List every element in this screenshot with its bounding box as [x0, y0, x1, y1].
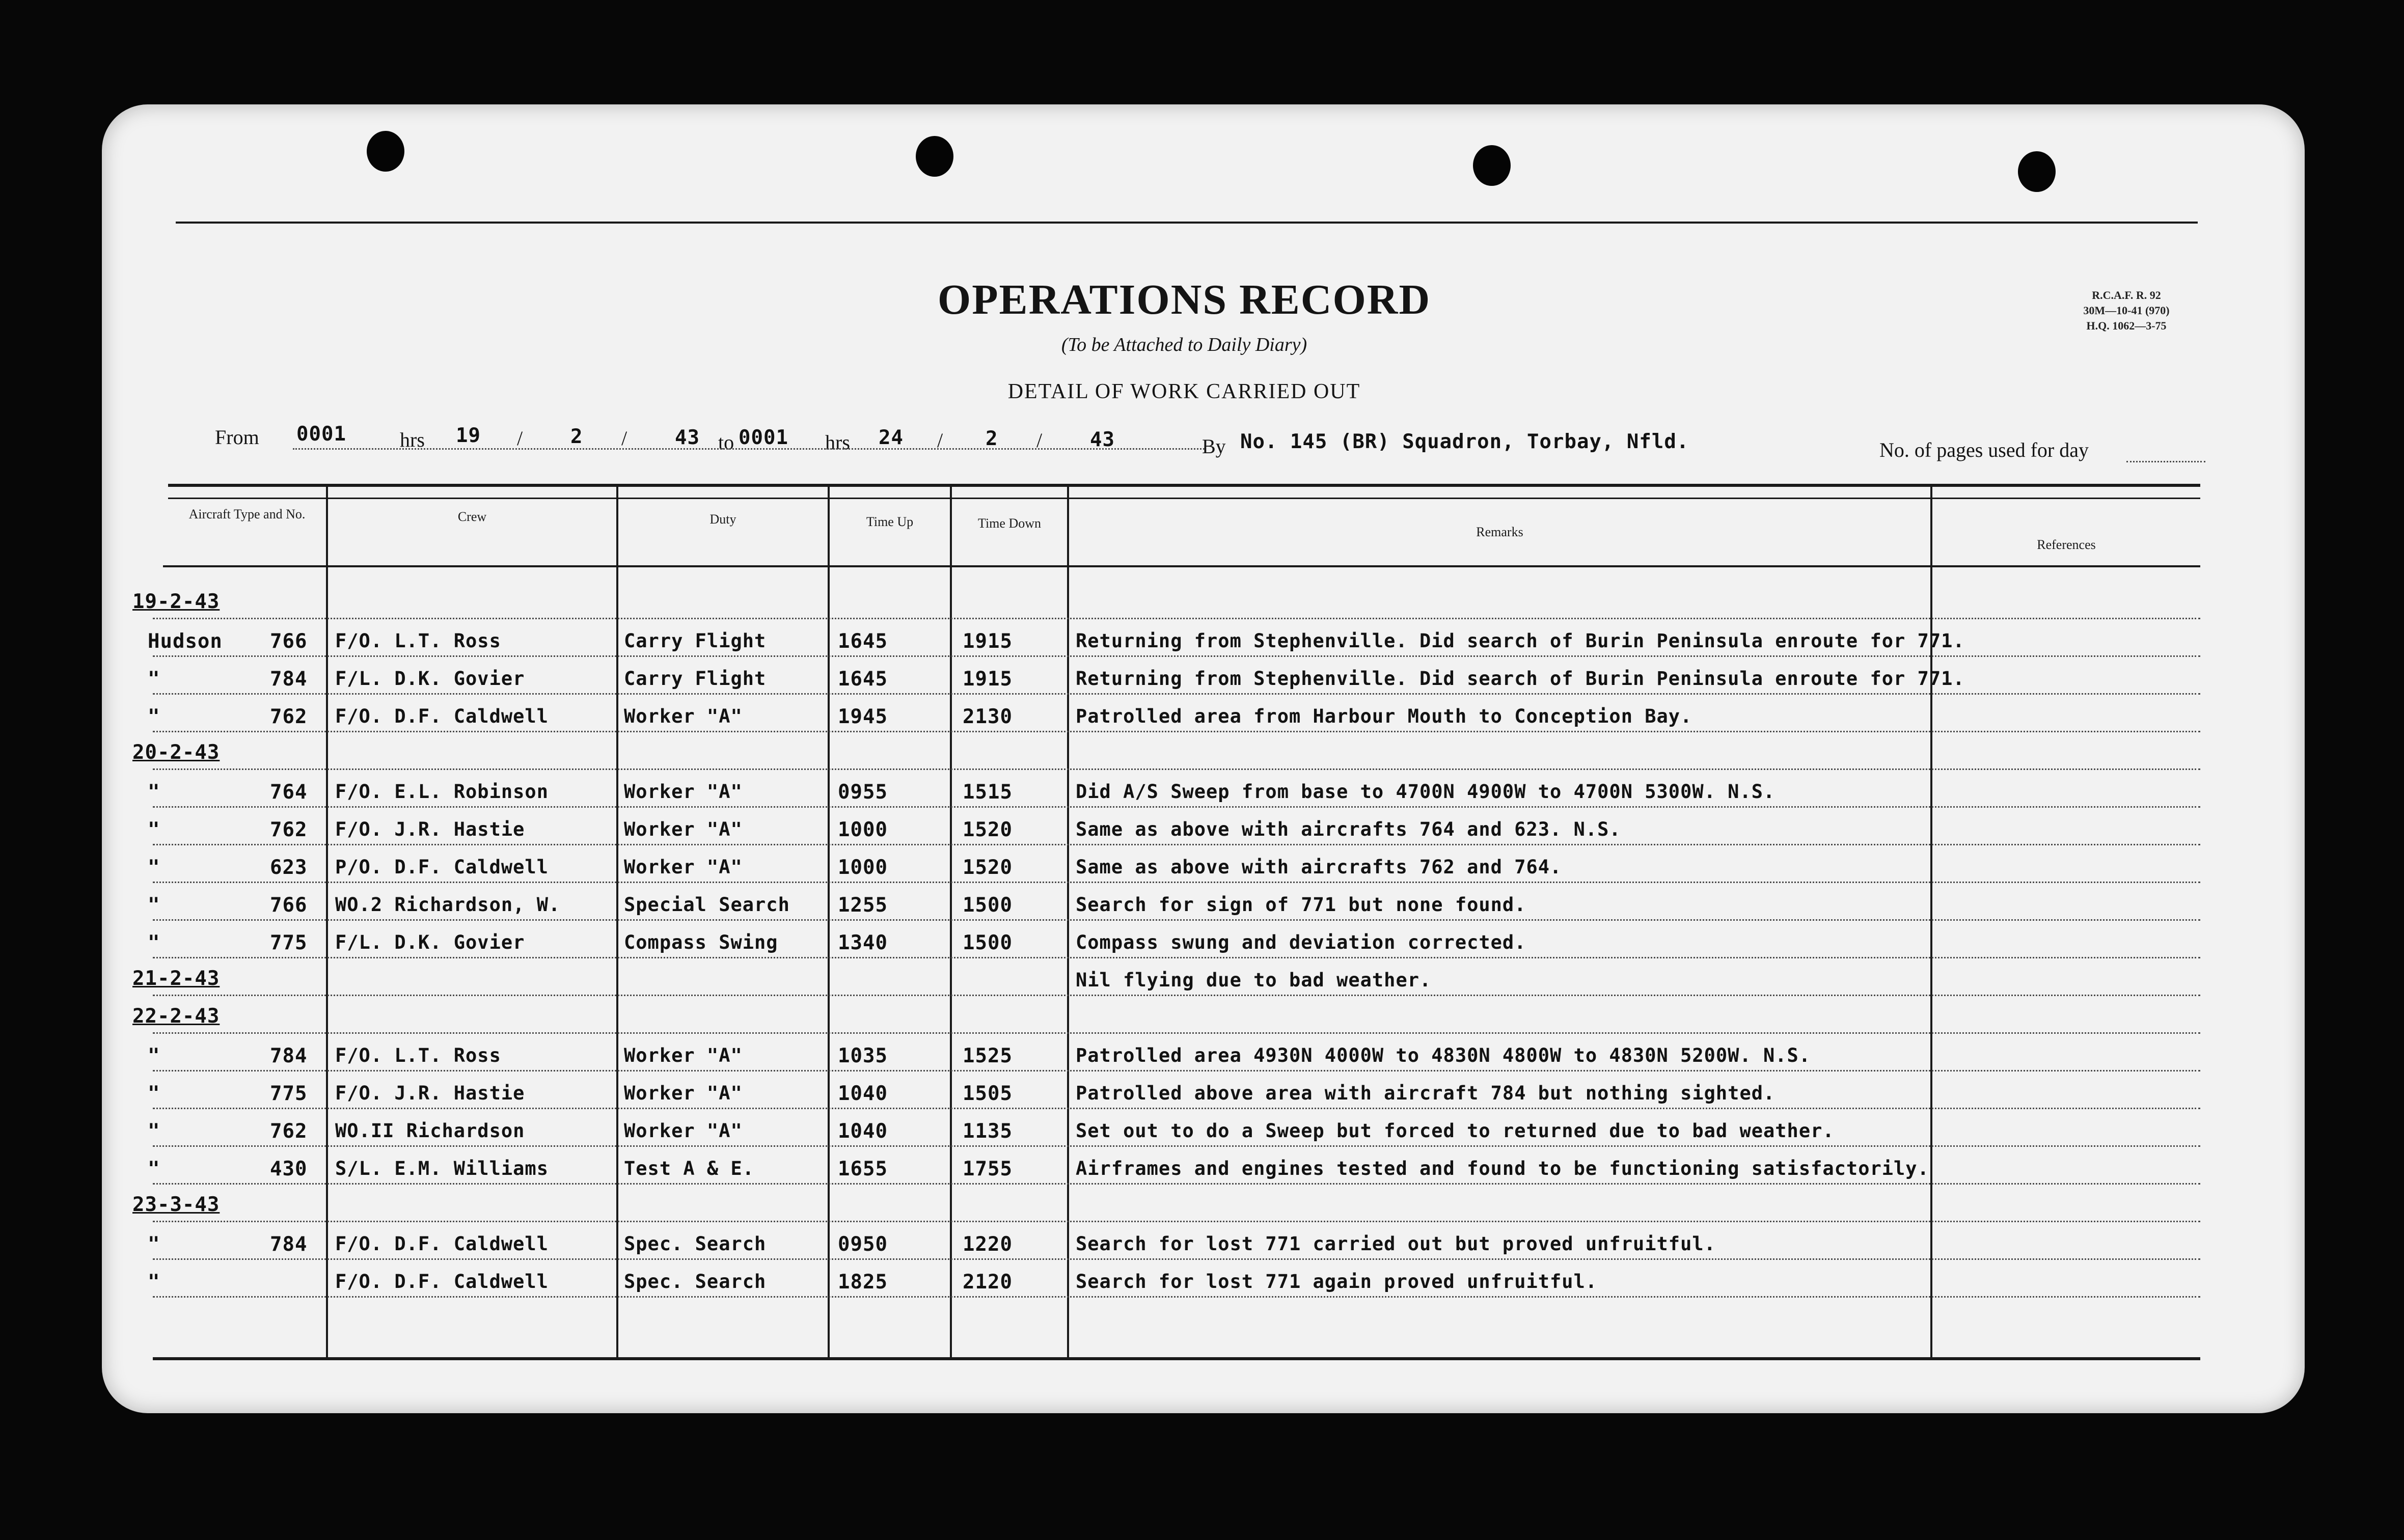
- crew-cell: F/O. J.R. Hastie: [335, 818, 525, 840]
- crew-cell: WO.II Richardson: [335, 1120, 525, 1142]
- to-month: 2: [986, 427, 998, 450]
- time-down-cell: 1520: [963, 856, 1013, 879]
- date-row: [102, 960, 2305, 998]
- date-heading: 22-2-43: [132, 1005, 220, 1028]
- to-year: 43: [1090, 428, 1115, 451]
- time-up-cell: 1340: [838, 931, 888, 954]
- duty-cell: Spec. Search: [624, 1271, 767, 1292]
- row-dotted-line: [153, 768, 2200, 770]
- period-dotted-line: [293, 448, 1205, 450]
- time-up-cell: 1035: [838, 1044, 888, 1067]
- table-top-rule-thin: [168, 498, 2200, 499]
- form-code-line: R.C.A.F. R. 92: [2092, 289, 2161, 301]
- hrs-label: hrs: [825, 431, 850, 454]
- row-dotted-line: [153, 957, 2200, 958]
- pages-dotted-line: [2126, 461, 2205, 462]
- aircraft-number: 766: [270, 894, 308, 917]
- aircraft-number: 430: [270, 1158, 308, 1180]
- aircraft-type: ": [148, 818, 160, 841]
- crew-cell: F/O. L.T. Ross: [335, 630, 501, 652]
- time-down-cell: 1915: [963, 668, 1013, 691]
- form-code: [2068, 288, 2185, 334]
- crew-cell: F/O. E.L. Robinson: [335, 781, 549, 803]
- table-row: [102, 1111, 2305, 1148]
- table-row: [102, 1035, 2305, 1073]
- row-dotted-line: [153, 618, 2200, 619]
- remarks-cell: Set out to do a Sweep but forced to returned due to bad weather.: [1076, 1120, 1835, 1142]
- aircraft-type: Hudson: [148, 630, 223, 653]
- header-aircraft: Aircraft Type and No.: [188, 507, 306, 521]
- remarks-cell: Patrolled above area with aircraft 784 but nothing sighted.: [1076, 1082, 1775, 1104]
- from-month: 2: [570, 425, 583, 448]
- crew-cell: F/O. L.T. Ross: [335, 1044, 501, 1066]
- time-up-cell: 1825: [838, 1271, 888, 1294]
- row-dotted-line: [153, 693, 2200, 695]
- header-time-up: Time Up: [866, 514, 914, 529]
- aircraft-type: ": [148, 894, 160, 917]
- time-down-cell: 1135: [963, 1120, 1013, 1143]
- row-dotted-line: [153, 1221, 2200, 1222]
- time-up-cell: 1255: [838, 894, 888, 917]
- form-detail: DETAIL OF WORK CARRIED OUT: [1007, 380, 1361, 403]
- record-card: [102, 104, 2305, 1413]
- crew-cell: WO.2 Richardson, W.: [335, 894, 561, 916]
- aircraft-number: 762: [270, 818, 308, 841]
- aircraft-number: 784: [270, 1233, 308, 1256]
- remarks-cell: Search for lost 771 again proved unfruitful.: [1076, 1271, 1598, 1292]
- time-down-cell: 1515: [963, 781, 1013, 804]
- time-up-cell: 0955: [838, 781, 888, 804]
- from-time: 0001: [296, 423, 346, 446]
- time-down-cell: 1520: [963, 818, 1013, 841]
- aircraft-type: ": [148, 668, 160, 691]
- duty-cell: Worker "A": [624, 818, 743, 840]
- table-row: [102, 621, 2305, 658]
- slash: /: [621, 427, 627, 450]
- duty-cell: Carry Flight: [624, 668, 767, 690]
- unit-name: No. 145 (BR) Squadron, Torbay, Nfld.: [1240, 430, 1689, 453]
- remarks-cell: Did A/S Sweep from base to 4700N 4900W to 4700N 5300W. N.S.: [1076, 781, 1775, 803]
- from-day: 19: [456, 424, 481, 447]
- crew-cell: P/O. D.F. Caldwell: [335, 856, 549, 878]
- table-row: [102, 1224, 2305, 1261]
- table-row: [102, 1148, 2305, 1186]
- table-top-rule: [168, 484, 2200, 487]
- form-code-line: H.Q. 1062—3-75: [2086, 319, 2167, 332]
- slash: /: [937, 429, 943, 452]
- duty-cell: Spec. Search: [624, 1233, 767, 1255]
- table-row: [102, 772, 2305, 809]
- header-time-down: Time Down: [977, 516, 1041, 531]
- time-up-cell: 1040: [838, 1082, 888, 1105]
- slash: /: [517, 427, 523, 450]
- duty-cell: Worker "A": [624, 856, 743, 878]
- aircraft-type: ": [148, 781, 160, 804]
- form-code-line: 30M—10-41 (970): [2083, 304, 2170, 317]
- aircraft-type: ": [148, 1044, 160, 1067]
- time-down-cell: 1220: [963, 1233, 1013, 1256]
- date-heading: 23-3-43: [132, 1193, 220, 1216]
- date-heading: 21-2-43: [132, 967, 220, 990]
- aircraft-type: ": [148, 1120, 160, 1143]
- duty-cell: Worker "A": [624, 781, 743, 803]
- row-dotted-line: [153, 882, 2200, 883]
- crew-cell: F/O. D.F. Caldwell: [335, 1271, 549, 1292]
- pages-label: No. of pages used for day: [1879, 438, 2089, 461]
- time-up-cell: 1655: [838, 1158, 888, 1180]
- row-dotted-line: [153, 995, 2200, 996]
- duty-cell: Special Search: [624, 894, 790, 916]
- time-up-cell: 1645: [838, 630, 888, 653]
- aircraft-number: 766: [270, 630, 308, 653]
- punch-hole: [1473, 145, 1511, 186]
- time-up-cell: 0950: [838, 1233, 888, 1256]
- time-up-cell: 1645: [838, 668, 888, 691]
- row-dotted-line: [153, 1145, 2200, 1147]
- by-label: By: [1202, 435, 1226, 458]
- remarks-cell: Compass swung and deviation corrected.: [1076, 931, 1526, 953]
- time-down-cell: 1500: [963, 931, 1013, 954]
- table-row: [102, 885, 2305, 922]
- punch-hole: [367, 131, 404, 172]
- hrs-label: hrs: [400, 428, 425, 451]
- aircraft-number: 775: [270, 1082, 308, 1105]
- row-dotted-line: [153, 844, 2200, 845]
- aircraft-type: ": [148, 1158, 160, 1180]
- slash: /: [1036, 429, 1043, 452]
- form-subtitle: (To be Attached to Daily Diary): [1061, 334, 1307, 355]
- row-dotted-line: [153, 806, 2200, 808]
- duty-cell: Worker "A": [624, 705, 743, 727]
- crew-cell: F/O. D.F. Caldwell: [335, 705, 549, 727]
- table-row: [102, 847, 2305, 885]
- crew-cell: S/L. E.M. Williams: [335, 1158, 549, 1179]
- duty-cell: Worker "A": [624, 1120, 743, 1142]
- duty-cell: Carry Flight: [624, 630, 767, 652]
- aircraft-type: ": [148, 856, 160, 879]
- time-down-cell: 1755: [963, 1158, 1013, 1180]
- duty-cell: Compass Swing: [624, 931, 778, 953]
- header-bottom-rule: [163, 565, 2200, 567]
- header-duty: Duty: [709, 512, 736, 527]
- date-row: [102, 583, 2305, 621]
- time-down-cell: 1915: [963, 630, 1013, 653]
- aircraft-number: 762: [270, 1120, 308, 1143]
- punch-hole: [2018, 151, 2056, 192]
- aircraft-number: 784: [270, 1044, 308, 1067]
- remarks-cell: Search for lost 771 carried out but proved unfruitful.: [1076, 1233, 1716, 1255]
- from-year: 43: [675, 426, 700, 449]
- remarks-cell: Patrolled area 4930N 4000W to 4830N 4800W to 4830N 5200W. N.S.: [1076, 1044, 1811, 1066]
- aircraft-number: 784: [270, 668, 308, 691]
- aircraft-type: ": [148, 1082, 160, 1105]
- time-down-cell: 2120: [963, 1271, 1013, 1294]
- crew-cell: F/O. D.F. Caldwell: [335, 1233, 549, 1255]
- time-down-cell: 1525: [963, 1044, 1013, 1067]
- top-rule: [176, 222, 2198, 224]
- aircraft-type: ": [148, 705, 160, 728]
- remarks-cell: Returning from Stephenville. Did search of Burin Peninsula enroute for 771.: [1076, 668, 1965, 690]
- duty-cell: Test A & E.: [624, 1158, 755, 1179]
- time-up-cell: 1000: [838, 856, 888, 879]
- remarks-cell: Nil flying due to bad weather.: [1076, 969, 1432, 991]
- row-dotted-line: [153, 1070, 2200, 1071]
- crew-cell: F/L. D.K. Govier: [335, 668, 525, 690]
- table-row: [102, 1073, 2305, 1111]
- remarks-cell: Search for sign of 771 but none found.: [1076, 894, 1526, 916]
- aircraft-number: 775: [270, 931, 308, 954]
- date-row: [102, 734, 2305, 772]
- aircraft-type: ": [148, 1271, 160, 1294]
- time-up-cell: 1000: [838, 818, 888, 841]
- header-references: References: [2037, 537, 2096, 552]
- remarks-cell: Returning from Stephenville. Did search of Burin Peninsula enroute for 771.: [1076, 630, 1965, 652]
- aircraft-type: ": [148, 931, 160, 954]
- row-dotted-line: [153, 1032, 2200, 1034]
- date-heading: 20-2-43: [132, 741, 220, 764]
- aircraft-number: 764: [270, 781, 308, 804]
- time-up-cell: 1945: [838, 705, 888, 728]
- aircraft-number: 623: [270, 856, 308, 879]
- punch-hole: [916, 136, 953, 177]
- remarks-cell: Patrolled area from Harbour Mouth to Conception Bay.: [1076, 705, 1692, 727]
- to-time: 0001: [739, 426, 788, 449]
- duty-cell: Worker "A": [624, 1082, 743, 1104]
- table-row: [102, 1261, 2305, 1299]
- form-title: OPERATIONS RECORD: [937, 276, 1431, 323]
- row-dotted-line: [153, 919, 2200, 921]
- row-dotted-line: [153, 1183, 2200, 1185]
- row-dotted-line: [153, 1296, 2200, 1298]
- table-row: [102, 658, 2305, 696]
- header-remarks: Remarks: [1476, 525, 1523, 539]
- duty-cell: Worker "A": [624, 1044, 743, 1066]
- crew-cell: F/L. D.K. Govier: [335, 931, 525, 953]
- table-bottom-rule: [153, 1357, 2200, 1360]
- table-row: [102, 809, 2305, 847]
- row-dotted-line: [153, 731, 2200, 732]
- from-label: From: [215, 426, 259, 449]
- time-down-cell: 2130: [963, 705, 1013, 728]
- header-crew: Crew: [457, 509, 487, 524]
- table-row: [102, 696, 2305, 734]
- aircraft-type: ": [148, 1233, 160, 1256]
- remarks-cell: Same as above with aircrafts 764 and 623. N.S.: [1076, 818, 1621, 840]
- date-row: [102, 1186, 2305, 1224]
- row-dotted-line: [153, 1108, 2200, 1109]
- remarks-cell: Airframes and engines tested and found to be functioning satisfactorily.: [1076, 1158, 1929, 1179]
- date-heading: 19-2-43: [132, 590, 220, 613]
- to-day: 24: [879, 426, 904, 449]
- row-dotted-line: [153, 655, 2200, 657]
- to-label: to: [718, 431, 734, 454]
- time-up-cell: 1040: [838, 1120, 888, 1143]
- row-dotted-line: [153, 1258, 2200, 1260]
- aircraft-number: 762: [270, 705, 308, 728]
- time-down-cell: 1500: [963, 894, 1013, 917]
- table-row: [102, 922, 2305, 960]
- crew-cell: F/O. J.R. Hastie: [335, 1082, 525, 1104]
- date-row: [102, 998, 2305, 1035]
- time-down-cell: 1505: [963, 1082, 1013, 1105]
- remarks-cell: Same as above with aircrafts 762 and 764.: [1076, 856, 1562, 878]
